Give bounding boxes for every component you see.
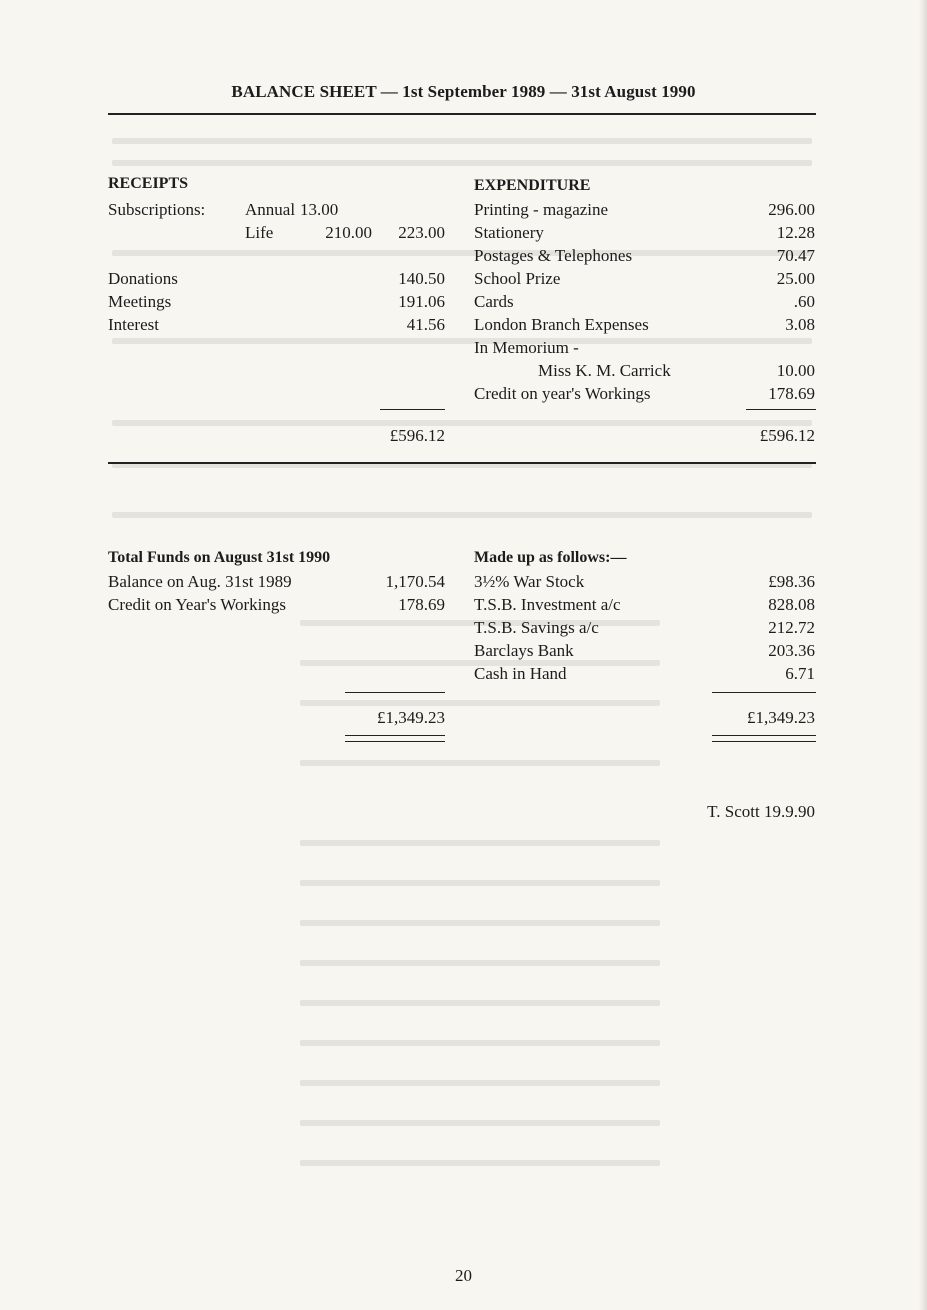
madeup-item-label: T.S.B. Savings a/c (474, 618, 599, 637)
funds-double-rule-2 (345, 741, 445, 742)
madeup-item-amount: 6.71 (785, 664, 815, 683)
expenditure-item-amount: 25.00 (776, 269, 815, 288)
expenditure-heading: EXPENDITURE (474, 177, 591, 194)
receipts-total: £596.12 (389, 426, 445, 445)
expenditure-item-amount: 70.47 (776, 246, 815, 265)
expenditure-item-label: School Prize (474, 269, 561, 288)
madeup-item-label: 3½% War Stock (474, 572, 585, 591)
madeup-double-rule-1 (712, 735, 816, 736)
meetings-amount: 191.06 (398, 292, 445, 311)
life-amount: 210.00 (325, 223, 372, 242)
madeup-item-amount: £98.36 (768, 572, 815, 591)
receipts-heading: RECEIPTS (108, 175, 189, 192)
signature-line: T. Scott 19.9.90 (707, 802, 815, 821)
funds-credit-label: Credit on Year's Workings (108, 595, 286, 614)
funds-double-rule-1 (345, 735, 445, 736)
expenditure-item-label: Printing - magazine (474, 200, 609, 219)
page-number: 20 (455, 1266, 472, 1285)
expenditure-item-amount: 12.28 (776, 223, 815, 242)
madeup-item-amount: 212.72 (768, 618, 815, 637)
memoriam-amount: 10.00 (776, 361, 815, 380)
credit-workings-amount: 178.69 (768, 384, 815, 403)
expenditure-item-amount: .60 (793, 292, 815, 311)
funds-credit-amount: 178.69 (398, 595, 445, 614)
donations-label: Donations (108, 269, 178, 288)
funds-heading: Total Funds on August 31st 1990 (108, 549, 331, 566)
expenditure-item-label: Postages & Telephones (474, 246, 633, 265)
expenditure-item-label: Cards (474, 292, 514, 311)
subscriptions-label: Subscriptions: (108, 200, 206, 219)
interest-label: Interest (108, 315, 159, 334)
madeup-item-label: T.S.B. Investment a/c (474, 595, 621, 614)
balance-amount: 1,170.54 (385, 572, 445, 591)
page-edge-shadow (919, 0, 927, 1310)
madeup-item-label: Barclays Bank (474, 641, 574, 660)
meetings-label: Meetings (108, 292, 172, 311)
madeup-item-amount: 828.08 (768, 595, 815, 614)
balance-label: Balance on Aug. 31st 1989 (108, 572, 292, 591)
expenditure-item-amount: 296.00 (768, 200, 815, 219)
receipts-sum-rule (380, 409, 445, 410)
madeup-item-label: Cash in Hand (474, 664, 567, 683)
annual-label: Annual (245, 200, 296, 219)
memoriam-name: Miss K. M. Carrick (538, 361, 671, 380)
donations-amount: 140.50 (398, 269, 445, 288)
life-label: Life (245, 223, 274, 242)
subscriptions-total: 223.00 (398, 223, 445, 242)
expenditure-total: £596.12 (759, 426, 815, 445)
funds-total: £1,349.23 (377, 708, 445, 727)
madeup-total: £1,349.23 (747, 708, 815, 727)
madeup-double-rule-2 (712, 741, 816, 742)
title-rule (108, 113, 816, 115)
madeup-sum-rule (712, 692, 816, 693)
section-divider-rule (108, 462, 816, 464)
interest-amount: 41.56 (406, 315, 445, 334)
expenditure-item-label: Stationery (474, 223, 544, 242)
funds-sum-rule (345, 692, 445, 693)
expenditure-sum-rule (746, 409, 816, 410)
madeup-heading: Made up as follows:— (474, 549, 627, 566)
annual-amount: 13.00 (300, 200, 339, 219)
balance-sheet-title: BALANCE SHEET — 1st September 1989 — 31st August 1990 (231, 82, 696, 101)
expenditure-item-amount: 3.08 (785, 315, 815, 334)
expenditure-item-label: London Branch Expenses (474, 315, 649, 334)
credit-workings-label: Credit on year's Workings (474, 384, 651, 403)
madeup-item-amount: 203.36 (768, 641, 815, 660)
in-memorium-label: In Memorium - (474, 338, 579, 357)
